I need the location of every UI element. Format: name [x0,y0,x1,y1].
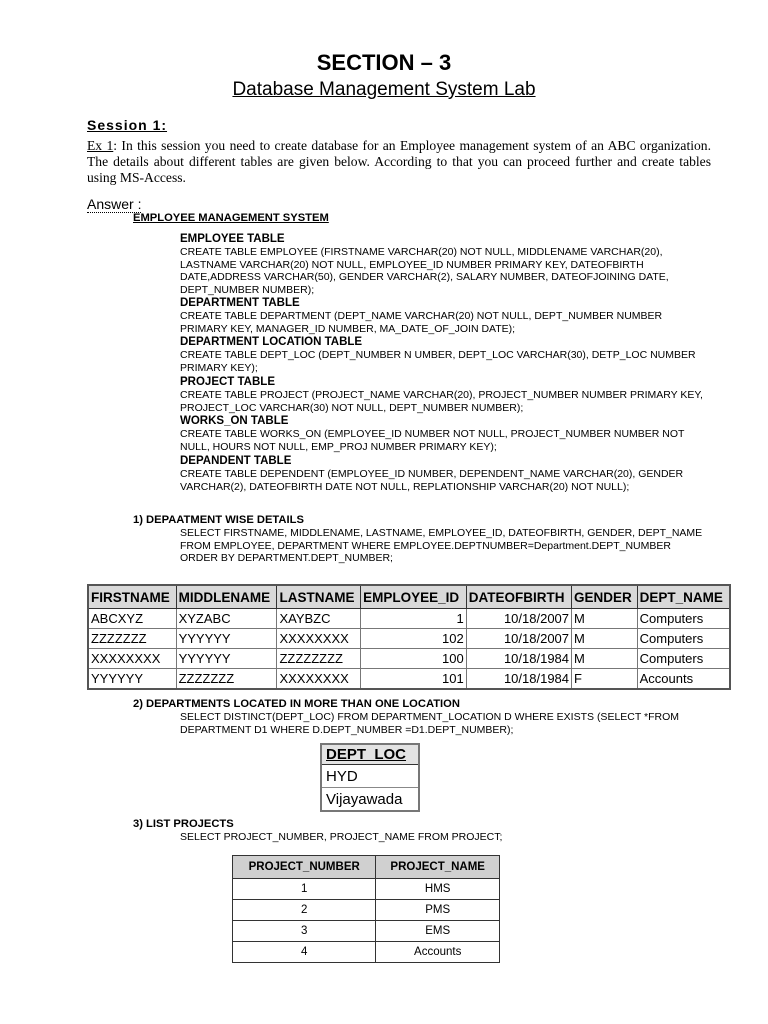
table-cell: 10/18/2007 [466,629,571,649]
table-sql: CREATE TABLE DEPT_LOC (DEPT_NUMBER N UMBER, DEPT_LOC VARCHAR(30), DETP_LOC NUMBER PRIMARY KEY); [180,349,696,374]
column-header: PROJECT_NUMBER [233,856,376,879]
table-cell: Computers [637,609,730,629]
section-title: SECTION – 3 [316,50,452,75]
table-cell: XXXXXXXX [88,649,176,669]
table-cell: 3 [233,921,376,942]
table-cell: Accounts [637,669,730,690]
column-header: EMPLOYEE_ID [361,585,467,609]
table-cell: Computers [637,629,730,649]
table-sql: CREATE TABLE DEPENDENT (EMPLOYEE_ID NUMBER, DEPENDENT_NAME VARCHAR(20), GENDER VARCHAR(2), DATEOFBIRTH DATE NOT NULL, REPLATIONSHIP VARCHAR(20) NOT NULL); [180,468,684,493]
lab-subtitle [0,79,768,101]
table-cell: F [572,669,638,690]
column-header: MIDDLENAME [176,585,277,609]
table-cell: 10/18/1984 [466,649,571,669]
table-cell: XAYBZC [277,609,361,629]
exercise-label: Ex 1 [87,138,114,153]
table-cell: HYD [321,765,419,788]
table-name: DEPARTMENT TABLE [180,297,300,309]
table-header-row [233,856,500,879]
table-cell: 1 [233,879,376,900]
employee-department-result-table [87,584,731,690]
query2-sql: SELECT DISTINCT(DEPT_LOC) FROM DEPARTMENT_LOCATION D WHERE EXISTS (SELECT *FROM DEPARTMENT D1 WHERE D.DEPT_NUMBER =D1.DEPT_NUMBER); [180,711,680,736]
table-cell: 10/18/2007 [466,609,571,629]
table-cell: 4 [233,942,376,963]
works-on-table-block [180,415,710,453]
lab-subtitle-text: Database Management System Lab [232,79,536,100]
table-row [321,765,419,788]
table-name: DEPANDENT TABLE [180,455,292,467]
table-row [233,921,500,942]
table-cell: ZZZZZZZ [88,629,176,649]
table-cell: XYZABC [176,609,277,629]
table-cell: Accounts [376,942,500,963]
exercise-paragraph [87,138,711,186]
table-row [233,900,500,921]
department-table-block [180,297,710,335]
column-header: DATEOFBIRTH [466,585,571,609]
table-cell: 102 [361,629,467,649]
table-cell: YYYYYY [176,629,277,649]
column-header: DEPT_NAME [637,585,730,609]
table-cell: ZZZZZZZZ [277,649,361,669]
column-header: PROJECT_NAME [376,856,500,879]
table-cell: 1 [361,609,467,629]
table-sql: CREATE TABLE DEPARTMENT (DEPT_NAME VARCHAR(20) NOT NULL, DEPT_NUMBER NUMBER PRIMARY KEY, MANAGER_ID NUMBER, MA_DATE_OF_JOIN DATE); [180,310,663,335]
exercise-text: : In this session you need to create database for an Employee management system of an ABC organization. The details about different tables are given below. According to that you can proceed further and create tables using MS-Access. [87,138,711,185]
column-header: FIRSTNAME [88,585,176,609]
table-cell: 2 [233,900,376,921]
table-cell: YYYYYY [88,669,176,690]
table-cell: M [572,649,638,669]
table-sql: CREATE TABLE PROJECT (PROJECT_NAME VARCHAR(20), PROJECT_NUMBER NUMBER PRIMARY KEY, PROJECT_LOC VARCHAR(30) NOT NULL, DEPT_NUMBER NUMBER); [180,389,703,414]
table-cell: PMS [376,900,500,921]
projects-result-table [232,855,500,963]
table-cell: 10/18/1984 [466,669,571,690]
table-row [88,669,730,690]
query3-sql: SELECT PROJECT_NUMBER, PROJECT_NAME FROM PROJECT; [180,831,503,843]
query1-heading: 1) DEPAATMENT WISE DETAILS [133,514,304,526]
table-row [88,609,730,629]
table-row [233,879,500,900]
table-name: PROJECT TABLE [180,376,275,388]
table-row [321,788,419,812]
department-location-table-block [180,336,710,374]
table-cell: ABCXYZ [88,609,176,629]
table-cell: 101 [361,669,467,690]
table-cell: M [572,629,638,649]
table-cell: YYYYYY [176,649,277,669]
table-row [233,942,500,963]
table-cell: EMS [376,921,500,942]
answer-label: Answer : [87,196,142,212]
query2-heading: 2) DEPARTMENTS LOCATED IN MORE THAN ONE LOCATION [133,698,460,710]
table-row [88,649,730,669]
system-title: EMPLOYEE MANAGEMENT SYSTEM [133,212,329,224]
column-header: GENDER [572,585,638,609]
session-heading: Session 1: [87,117,168,133]
table-sql: CREATE TABLE WORKS_ON (EMPLOYEE_ID NUMBER NOT NULL, PROJECT_NUMBER NUMBER NOT NULL, HOURS NOT NULL, EMP_PROJ NUMBER PRIMARY KEY); [180,428,685,453]
query3-heading: 3) LIST PROJECTS [133,818,234,830]
table-cell: HMS [376,879,500,900]
table-name: EMPLOYEE TABLE [180,233,285,245]
table-sql: CREATE TABLE EMPLOYEE (FIRSTNAME VARCHAR(20) NOT NULL, MIDDLENAME VARCHAR(20), LASTNAME VARCHAR(20) NOT NULL, EMPLOYEE_ID NUMBER PRIMARY KEY, DATEOFBIRTH DATE,ADDRESS VARCHAR(50), GENDER VARCHAR(2), SALARY NUMBER, DATEOFJOINING DATE, DEPT_NUMBER NUMBER); [180,246,669,296]
table-row [88,629,730,649]
table-cell: ZZZZZZZ [176,669,277,690]
employee-table-block [180,233,710,296]
dept-location-result-table [320,743,420,812]
column-header: LASTNAME [277,585,361,609]
table-cell: XXXXXXXX [277,669,361,690]
dependent-table-block [180,455,710,493]
table-name: WORKS_ON TABLE [180,415,289,427]
column-header: DEPT_LOC [321,744,419,765]
table-cell: XXXXXXXX [277,629,361,649]
query1-sql: SELECT FIRSTNAME, MIDDLENAME, LASTNAME, EMPLOYEE_ID, DATEOFBIRTH, GENDER, DEPT_NAME FROM EMPLOYEE, DEPARTMENT WHERE EMPLOYEE.DEPTNUMBER=Department.DEPT_NUMBER ORDER BY DEPARTMENT.DEPT_NUMBER; [180,527,703,564]
table-header-row [321,744,419,765]
table-cell: Vijayawada [321,788,419,812]
table-cell: Computers [637,649,730,669]
table-cell: M [572,609,638,629]
table-header-row [88,585,730,609]
table-name: DEPARTMENT LOCATION TABLE [180,336,363,348]
table-cell: 100 [361,649,467,669]
project-table-block [180,376,710,414]
